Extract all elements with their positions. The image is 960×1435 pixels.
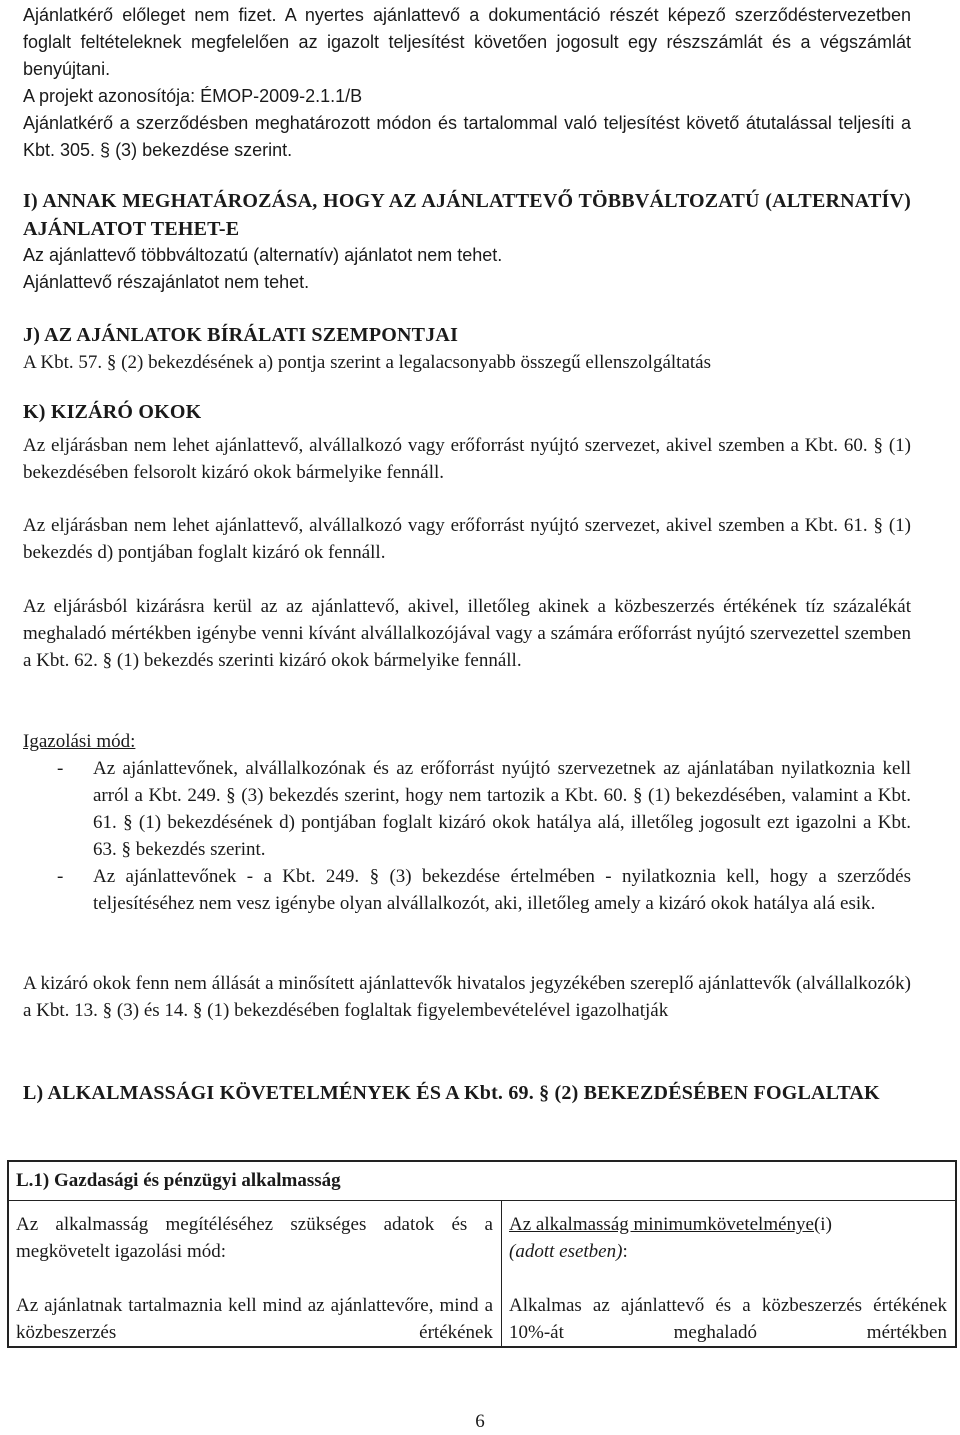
list-item [23, 863, 911, 917]
exclusion-paragraph-1: Az eljárásban nem lehet ajánlattevő, alvállalkozó vagy erőforrást nyújtó szervezet, akivel szemben a Kbt. 60. § (1) bekezdésében felsorolt kizáró okok bármelyike fennáll. [23, 435, 911, 483]
minimum-requirement-label: Az alkalmasság minimumkövetelménye [509, 1214, 814, 1235]
list-item [23, 755, 911, 863]
partial-offer-line: Ajánlattevő részajánlatot nem tehet. [23, 272, 310, 292]
evaluation-criteria-line: A Kbt. 57. § (2) bekezdésének a) pontja szerint a legalacsonyabb összegű ellenszolgáltatás [23, 352, 711, 373]
table-right-column [502, 1200, 955, 1346]
alternative-offer-line: Az ajánlattevő többváltozatú (alternatív) ajánlatot nem tehet. [23, 245, 503, 265]
list-item-text: Az ajánlattevőnek - a Kbt. 249. § (3) bekezdése értelmében - nyilatkoznia kell, hogy a szerződés teljesítéséhez nem vesz igénybe olyan alvállalkozót, aki, illetőleg amely a kizáró okok hatálya alá esik. [93, 866, 911, 914]
right-bottom-cell: Alkalmas az ajánlattevő és a közbeszerzés értékének 10%-át meghaladó mértékben [509, 1295, 947, 1343]
if-applicable-note: (adott esetben) [509, 1241, 623, 1262]
transfer-paragraph: Ajánlatkérő a szerződésben meghatározott módon és tartalommal való teljesítést követő átutalással teljesíti a Kbt. 305. § (3) bekezdése szerint. [23, 113, 911, 160]
right-top-cell [509, 1211, 947, 1265]
table-header-row [9, 1162, 955, 1201]
table-left-column [9, 1200, 502, 1346]
list-dash: - [57, 758, 64, 779]
page-number: 6 [475, 1411, 485, 1432]
exclusion-paragraph-2: Az eljárásban nem lehet ajánlattevő, alvállalkozó vagy erőforrást nyújtó szervezet, akivel szemben a Kbt. 61. § (1) bekezdés d) pontjában foglalt kizáró ok fennáll. [23, 515, 911, 563]
colon: : [622, 1241, 628, 1262]
list-dash: - [57, 866, 64, 887]
section-k-heading: K) KIZÁRÓ OKOK [23, 401, 202, 423]
section-l-heading: L) ALKALMASSÁGI KÖVETELMÉNYEK ÉS A Kbt. 69. § (2) BEKEZDÉSÉBEN FOGLALTAK [23, 1082, 880, 1104]
suitability-table [7, 1160, 957, 1348]
minimum-requirement-suffix: (i) [813, 1214, 832, 1235]
list-item-text: Az ajánlattevőnek, alvállalkozónak és az erőforrást nyújtó szervezetnek az ajánlatában nyilatkoznia kell arról a Kbt. 249. § (3) bekezdés szerint, hogy nem tartozik a Kbt. 60. § (1) bekezdésében, valamint a Kbt. 61. § (1) bekezdésének d) pontjában foglalt kizáró okok hatálya alá, illetőleg jogosult ezt igazolni a Kbt. 63. § bekezdés szerint. [93, 758, 911, 860]
project-id-line: A projekt azonosítója: ÉMOP-2009-2.1.1/B [23, 86, 363, 106]
section-j-heading: J) AZ AJÁNLATOK BÍRÁLATI SZEMPONTJAI [23, 324, 459, 346]
proof-method-list [23, 755, 911, 917]
payment-paragraph: Ajánlatkérő előleget nem fizet. A nyertes ajánlattevő a dokumentáció részét képező szerződéstervezetben foglalt feltételeknek megfelelően az igazolt teljesítést követően jogosult egy részszámlát és a végszámlát benyújtani. [23, 5, 911, 79]
proof-method-label: Igazolási mód: [23, 731, 136, 752]
left-bottom-cell: Az ajánlatnak tartalmaznia kell mind az ajánlattevőre, mind a közbeszerzés értékének [16, 1295, 493, 1343]
section-i-heading: I) ANNAK MEGHATÁROZÁSA, HOGY AZ AJÁNLATTEVŐ TÖBBVÁLTOZATÚ (ALTERNATÍV) AJÁNLATOT TEHET-E [23, 190, 911, 240]
exclusion-paragraph-3: Az eljárásból kizárásra kerül az az ajánlattevő, akivel, illetőleg akinek a közbeszerzés értékének tíz százalékát meghaladó mértékben igénybe venni kívánt alvállalkozójával vagy a számára erőforrást nyújtó szervezettel szemben a Kbt. 62. § (1) bekezdés szerinti kizáró okok bármelyike fennáll. [23, 596, 911, 671]
table-title: L.1) Gazdasági és pénzügyi alkalmasság [16, 1170, 341, 1191]
left-top-cell: Az alkalmasság megítéléséhez szükséges adatok és a megkövetelt igazolási mód: [16, 1214, 493, 1262]
registry-paragraph: A kizáró okok fenn nem állását a minősített ajánlattevők hivatalos jegyzékében szereplő ajánlattevők (alvállalkozók) a Kbt. 13. § (3) és 14. § (1) bekezdésében foglaltak figyelembevételével igazolhatják [23, 973, 911, 1021]
